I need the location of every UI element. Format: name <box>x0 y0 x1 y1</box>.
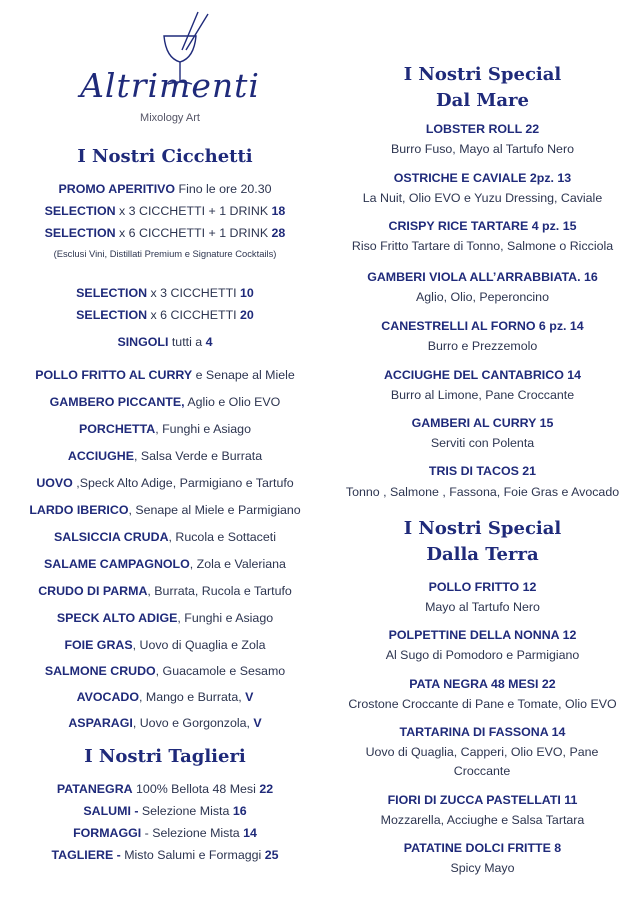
section-title-mare: I Nostri Special Dal Mare <box>403 64 562 111</box>
promo-line: SELECTION x 6 CICCHETTI + 1 DRINK 28 <box>44 226 286 240</box>
menu-item: FORMAGGI - Selezione Mista 14 <box>73 826 257 840</box>
menu-item-desc: Serviti con Polenta <box>430 436 535 450</box>
menu-item: SALSICCIA CRUDA, Rucola e Sottaceti <box>54 530 276 544</box>
menu-item: ASPARAGI, Uovo e Gorgonzola, V <box>68 716 262 730</box>
menu-item: CRUDO DI PARMA, Burrata, Rucola e Tartufo <box>38 584 292 598</box>
menu-item-name: ACCIUGHE DEL CANTABRICO 14 <box>383 368 582 382</box>
menu-item-desc: Crostone Croccante di Pane e Tomate, Olio EVO <box>348 697 617 711</box>
menu-item: POLLO FRITTO AL CURRY e Senape al Miele <box>35 368 295 382</box>
menu-item-desc: Tonno , Salmone , Fassona, Foie Gras e Avocado <box>345 485 620 499</box>
menu-item-name: FIORI DI ZUCCA PASTELLATI 11 <box>387 793 578 807</box>
promo-note: (Esclusi Vini, Distillati Premium e Signature Cocktails) <box>53 248 277 259</box>
menu-item-desc: Burro e Prezzemolo <box>427 339 538 353</box>
menu-item-name: PATA NEGRA 48 MESI 22 <box>409 677 556 691</box>
brand-tagline: Mixology Art <box>140 112 200 124</box>
menu-item-name: POLLO FRITTO 12 <box>428 580 537 594</box>
menu-item: SALUMI - Selezione Mista 16 <box>83 804 247 818</box>
selection-line: SELECTION x 3 CICCHETTI 10 <box>76 286 254 300</box>
menu-item-name: LOBSTER ROLL 22 <box>425 122 540 136</box>
menu-item: PORCHETTA, Funghi e Asiago <box>79 422 251 436</box>
menu-item-name: GAMBERI AL CURRY 15 <box>411 416 554 430</box>
menu-item-desc: Burro al Limone, Pane Croccante <box>390 388 575 402</box>
menu-item-name: CRISPY RICE TARTARE 4 pz. 15 <box>388 219 577 233</box>
menu-item-desc: Aglio, Olio, Peperoncino <box>416 290 549 304</box>
selection-line: SINGOLI tutti a 4 <box>117 335 213 349</box>
section-title-taglieri: I Nostri Taglieri <box>84 746 246 767</box>
selection-line: SELECTION x 6 CICCHETTI 20 <box>76 308 254 322</box>
menu-item-name: POLPETTINE DELLA NONNA 12 <box>388 628 577 642</box>
menu-item-name: GAMBERI VIOLA ALL’ARRABBIATA. 16 <box>367 270 598 284</box>
menu-item: TAGLIERE - Misto Salumi e Formaggi 25 <box>51 848 279 862</box>
section-title-cicchetti: I Nostri Cicchetti <box>77 146 253 167</box>
promo-line: PROMO APERITIVO Fino le ore 20.30 <box>58 182 272 196</box>
menu-item-desc: Mayo al Tartufo Nero <box>425 600 540 614</box>
menu-item-name: TARTARINA DI FASSONA 14 <box>399 725 566 739</box>
menu-item-desc: Al Sugo di Pomodoro e Parmigiano <box>385 648 580 662</box>
menu-item: ACCIUGHE, Salsa Verde e Burrata <box>67 449 263 463</box>
brand-logo-text: Altrimenti <box>80 66 260 105</box>
menu-item: PATANEGRA 100% Bellota 48 Mesi 22 <box>56 782 274 796</box>
section-title-terra: I Nostri Special Dalla Terra <box>403 518 562 565</box>
menu-item: SPECK ALTO ADIGE, Funghi e Asiago <box>56 611 274 625</box>
menu-item-name: CANESTRELLI AL FORNO 6 pz. 14 <box>381 319 584 333</box>
menu-item-desc: Riso Fritto Tartare di Tonno, Salmone o Ricciola <box>351 239 614 253</box>
menu-item: SALMONE CRUDO, Guacamole e Sesamo <box>44 664 286 678</box>
menu-item-name: PATATINE DOLCI FRITTE 8 <box>403 841 562 855</box>
menu-item-desc: Uovo di Quaglia, Capperi, Olio EVO, Pane Croccante <box>365 745 599 778</box>
menu-item-desc: La Nuit, Olio EVO e Yuzu Dressing, Caviale <box>362 191 603 205</box>
menu-item-desc: Burro Fuso, Mayo al Tartufo Nero <box>391 142 574 156</box>
menu-item: SALAME CAMPAGNOLO, Zola e Valeriana <box>44 557 286 571</box>
menu-item: AVOCADO, Mango e Burrata, V <box>76 690 254 704</box>
menu-item-desc: Spicy Mayo <box>450 861 515 875</box>
menu-item-name: OSTRICHE E CAVIALE 2pz. 13 <box>393 171 572 185</box>
menu-item: GAMBERO PICCANTE, Aglio e Olio EVO <box>49 395 281 409</box>
promo-line: SELECTION x 3 CICCHETTI + 1 DRINK 18 <box>44 204 286 218</box>
menu-item: UOVO ,Speck Alto Adige, Parmigiano e Tartufo <box>36 476 294 490</box>
menu-item-name: TRIS DI TACOS 21 <box>428 464 537 478</box>
menu-item: LARDO IBERICO, Senape al Miele e Parmigiano <box>29 503 301 517</box>
menu-item: FOIE GRAS, Uovo di Quaglia e Zola <box>64 638 266 652</box>
menu-item-desc: Mozzarella, Acciughe e Salsa Tartara <box>380 813 585 827</box>
